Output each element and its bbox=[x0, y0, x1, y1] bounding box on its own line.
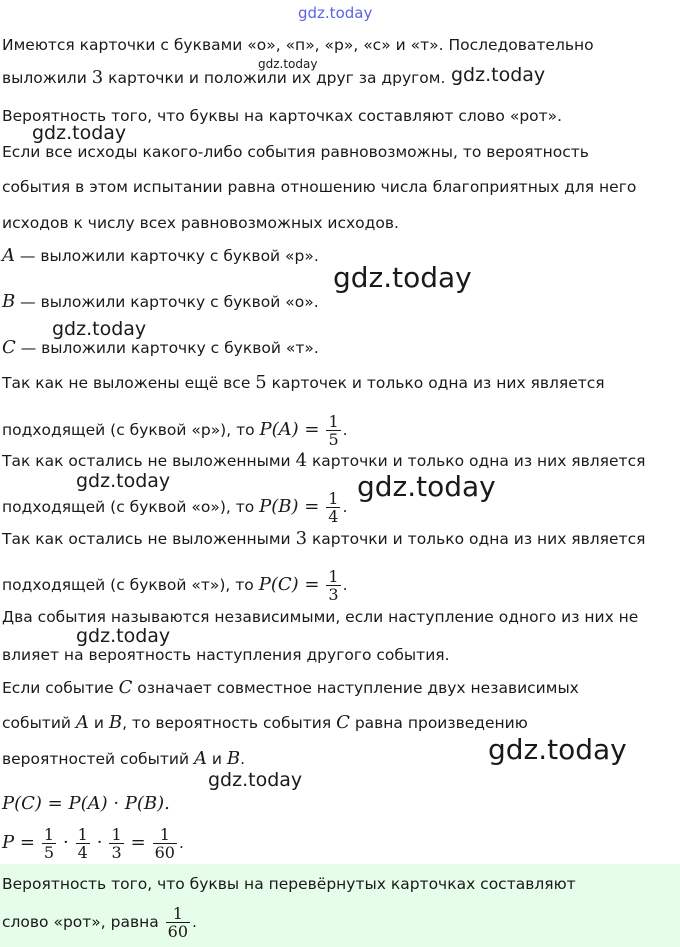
formula-result: P = $\frac{1}{5}$ · $\frac{1}{4}$ · $\frac{1}{3}$ = $\frac{1}{60}$ . bbox=[2, 825, 184, 862]
watermark: gdz.today bbox=[32, 122, 127, 144]
watermark-tiny: gdz.today bbox=[258, 57, 318, 71]
text-line: Так как остались не выложенными 4 карточки и только одна из них является bbox=[2, 450, 646, 471]
formula-PA: подходящей (с буквой «р»), то P(A) = $\frac{1}{5}$ . bbox=[2, 412, 348, 449]
formula-product: P(C) = P(A) · P(B). bbox=[2, 793, 170, 814]
definition-A: A — выложили карточку с буквой «р». bbox=[2, 245, 319, 266]
formula-PB: подходящей (с буквой «о»), то P(B) = $\frac{1}{4}$ . bbox=[2, 489, 348, 526]
fraction: $\frac{1}{60}$ bbox=[167, 904, 189, 941]
watermark: gdz.today bbox=[76, 625, 171, 647]
fraction: $\frac{1}{5}$ bbox=[43, 825, 55, 862]
fraction: $\frac{1}{5}$ bbox=[328, 412, 339, 449]
text-line: вероятностей событий A и B. bbox=[2, 748, 246, 769]
definition-B: B — выложили карточку с буквой «о». bbox=[2, 291, 319, 312]
watermark-large: gdz.today bbox=[357, 470, 496, 503]
text-line: влияет на вероятность наступления другого события. bbox=[2, 646, 450, 664]
watermark: gdz.today bbox=[52, 318, 147, 340]
watermark-top: gdz.today bbox=[298, 4, 373, 22]
text-line: Имеются карточки с буквами «о», «п», «р», «с» и «т». Последовательно bbox=[2, 36, 594, 54]
watermark: gdz.today bbox=[76, 470, 171, 492]
fraction: $\frac{1}{4}$ bbox=[328, 489, 339, 526]
watermark-large: gdz.today bbox=[488, 733, 627, 766]
fraction: $\frac{1}{4}$ bbox=[77, 825, 88, 862]
text-line: Если все исходы какого-либо события равновозможны, то вероятность bbox=[2, 143, 589, 161]
fraction: $\frac{1}{3}$ bbox=[111, 825, 122, 862]
fraction: $\frac{1}{60}$ bbox=[154, 825, 175, 862]
fraction: $\frac{1}{3}$ bbox=[328, 567, 339, 604]
text-line: события в этом испытании равна отношению числа благоприятных для него bbox=[2, 178, 637, 196]
text-line: Вероятность того, что буквы на карточках составляют слово «рот». bbox=[2, 107, 563, 125]
text-line: Если событие C означает совместное наступление двух независимых bbox=[2, 677, 579, 698]
text-line: исходов к числу всех равновозможных исходов. bbox=[2, 214, 399, 232]
text-line: Так как не выложены ещё все 5 карточек и только одна из них является bbox=[2, 372, 605, 393]
text-line: Два события называются независимыми, если наступление одного из них не bbox=[2, 608, 639, 626]
watermark-large: gdz.today bbox=[333, 261, 472, 294]
formula-PC: подходящей (с буквой «т»), то P(C) = $\frac{1}{3}$ . bbox=[2, 567, 348, 604]
text-line: выложили 3 карточки и положили их друг за другом. bbox=[2, 67, 446, 88]
watermark: gdz.today bbox=[208, 769, 303, 791]
answer-value: слово «рот», равна $\frac{1}{60}$ . bbox=[2, 904, 197, 941]
text-line: Так как остались не выложенными 3 карточки и только одна из них является bbox=[2, 528, 646, 549]
answer-text: Вероятность того, что буквы на перевёрнутых карточках составляют bbox=[2, 875, 576, 893]
watermark: gdz.today bbox=[451, 64, 546, 86]
definition-C: C — выложили карточку с буквой «т». bbox=[2, 337, 319, 358]
text-line: событий A и B, то вероятность события C равна произведению bbox=[2, 712, 528, 733]
